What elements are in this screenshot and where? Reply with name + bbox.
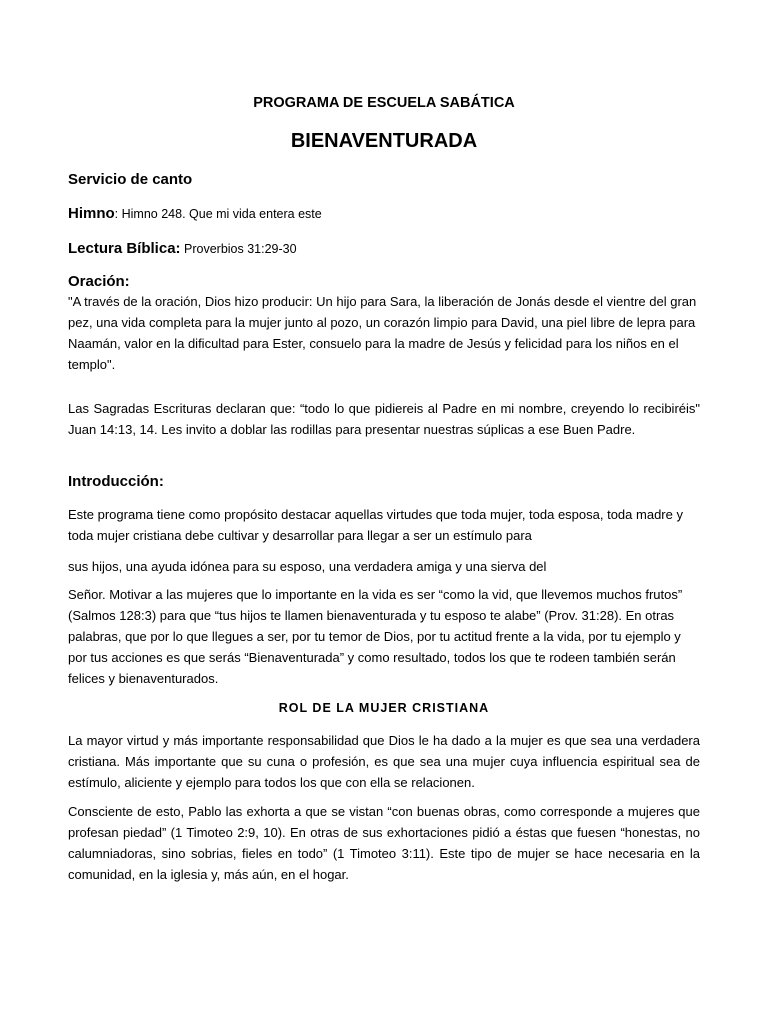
oracion-heading: Oración:	[68, 273, 130, 290]
program-title: PROGRAMA DE ESCUELA SABÁTICA	[253, 95, 515, 111]
lectura-line	[68, 240, 297, 257]
lectura-value: Proverbios 31:29-30	[180, 242, 297, 256]
introduccion-paragraph-3: Señor. Motivar a las mujeres que lo importante en la vida es ser “como la vid, que llevemos muchos frutos” (Salmos 128:3) para que “tus hijos te llamen bienaventurada y tu esposo te alabe” (Prov. 31:28). En otras palabras, que por lo que llegues a ser, por tu temor de Dios, por tu actitud frente a la vida, por tu ejemplo y por tus acciones es que serás “Bienaventurada” y como resultado, todos los que te rodeen también serán felices y bienaventurados.	[68, 587, 683, 686]
rol-paragraph-2: Consciente de esto, Pablo las exhorta a que se vistan “con buenas obras, como corresponde a mujeres que profesan piedad” (1 Timoteo 2:9, 10). En otras de sus exhortaciones pidió a éstas que fuesen “honestas, no calumniadoras, sino sobrias, fieles en todo” (1 Timoteo 3:11). Este tipo de mujer se hace necesaria en la comunidad, en la iglesia y, más aún, en el hogar.	[68, 804, 700, 882]
introduccion-paragraph-1: Este programa tiene como propósito destacar aquellas virtudes que toda mujer, toda esposa, toda madre y toda mujer cristiana debe cultivar y desarrollar para llegar a ser un estímulo para	[68, 507, 683, 543]
rol-paragraph-1: La mayor virtud y más importante responsabilidad que Dios le ha dado a la mujer es que sea una verdadera cristiana. Más importante que su cuna o profesión, es que sea una mujer cuya influencia espiritual sea de estímulo, aliciente y ejemplo para todos los que con ella se relacionen.	[68, 733, 700, 790]
himno-line	[68, 205, 322, 222]
himno-value: : Himno 248. Que mi vida entera este	[114, 207, 322, 221]
lectura-label: Lectura Bíblica:	[68, 240, 181, 257]
servicio-heading: Servicio de canto	[68, 171, 193, 188]
oracion-quote: "A través de la oración, Dios hizo producir: Un hijo para Sara, la liberación de Jonás desde el vientre del gran pez, una vida completa para la mujer junto al pozo, un corazón limpio para David, una piel libre de lepra para Naamán, valor en la dificultad para Ester, consuelo para la madre de Jesús y felicidad para los niños en el templo".	[68, 294, 697, 372]
himno-label: Himno	[68, 205, 115, 222]
introduccion-heading: Introducción:	[68, 473, 164, 490]
rol-heading: ROL DE LA MUJER CRISTIANA	[278, 701, 490, 715]
oracion-scripture: Las Sagradas Escrituras declaran que: “todo lo que pidiereis al Padre en mi nombre, creyendo lo recibiréis" Juan 14:13, 14. Les invito a doblar las rodillas para presentar nuestras súplicas a ese Buen Padre.	[68, 401, 700, 437]
introduccion-paragraph-2: sus hijos, una ayuda idónea para su esposo, una verdadera amiga y una sierva del	[68, 559, 547, 574]
program-subtitle: BIENAVENTURADA	[290, 130, 478, 152]
